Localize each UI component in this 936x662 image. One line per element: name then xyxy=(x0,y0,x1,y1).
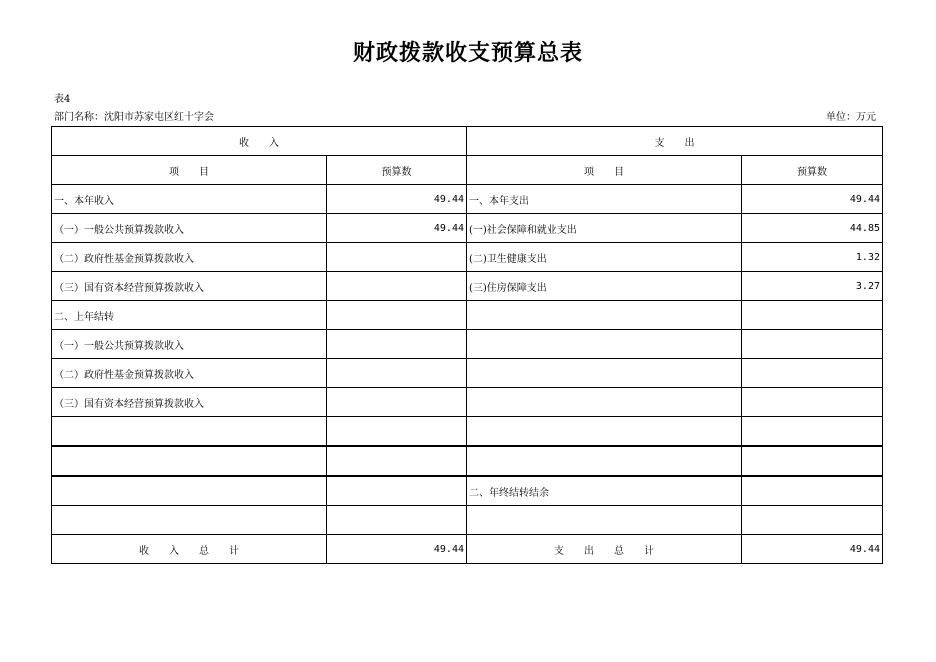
income-item: （一）一般公共预算拨款收入 xyxy=(52,330,327,359)
expense-value xyxy=(742,330,883,359)
expense-value xyxy=(742,506,883,535)
income-item: 二、上年结转 xyxy=(52,301,327,330)
expense-value xyxy=(742,417,883,447)
expense-total-label: 支 出 总 计 xyxy=(467,535,742,564)
expense-value xyxy=(742,359,883,388)
expense-header: 支 出 xyxy=(467,127,883,156)
expense-value xyxy=(742,388,883,417)
table-row xyxy=(52,476,883,506)
expense-total-value: 49.44 xyxy=(742,535,883,564)
department-name: 部门名称：沈阳市苏家屯区红十字会 xyxy=(54,112,214,123)
column-header-row xyxy=(52,156,883,185)
expense-item xyxy=(467,506,742,535)
table-row xyxy=(52,359,883,388)
income-value xyxy=(327,476,467,506)
income-header: 收 入 xyxy=(52,127,467,156)
expense-value: 3.27 xyxy=(742,272,883,301)
expense-item xyxy=(467,388,742,417)
expense-value: 49.44 xyxy=(742,185,883,214)
table-row xyxy=(52,388,883,417)
report-title: 财政拨款收支预算总表 xyxy=(352,40,583,66)
expense-item xyxy=(467,330,742,359)
income-total-value: 49.44 xyxy=(327,535,467,564)
expense-item: 二、年终结转结余 xyxy=(467,476,742,506)
budget-table xyxy=(51,126,883,564)
expense-item: 一、本年支出 xyxy=(467,185,742,214)
table-row xyxy=(52,446,883,476)
expense-item: (三)住房保障支出 xyxy=(467,272,742,301)
table-number: 表4 xyxy=(54,94,71,105)
table-row xyxy=(52,214,883,243)
income-value xyxy=(327,417,467,447)
income-value xyxy=(327,446,467,476)
table-row xyxy=(52,185,883,214)
expense-value xyxy=(742,476,883,506)
table-row xyxy=(52,417,883,447)
income-item xyxy=(52,506,327,535)
expense-value xyxy=(742,446,883,476)
table-row xyxy=(52,330,883,359)
expense-value xyxy=(742,301,883,330)
expense-item: (一)社会保障和就业支出 xyxy=(467,214,742,243)
income-item xyxy=(52,417,327,447)
income-value xyxy=(327,330,467,359)
expense-item xyxy=(467,446,742,476)
income-item xyxy=(52,446,327,476)
income-item: （二）政府性基金预算拨款收入 xyxy=(52,359,327,388)
expense-budget-header: 预算数 xyxy=(742,156,883,185)
income-item xyxy=(52,476,327,506)
expense-item-header: 项 目 xyxy=(467,156,742,185)
income-value xyxy=(327,506,467,535)
income-item: （三）国有资本经营预算拨款收入 xyxy=(52,272,327,301)
expense-item xyxy=(467,417,742,447)
expense-item: (二)卫生健康支出 xyxy=(467,243,742,272)
income-value xyxy=(327,272,467,301)
income-item: （一）一般公共预算拨款收入 xyxy=(52,214,327,243)
expense-value: 1.32 xyxy=(742,243,883,272)
income-value: 49.44 xyxy=(327,185,467,214)
income-value xyxy=(327,388,467,417)
table-row xyxy=(52,301,883,330)
income-item: （二）政府性基金预算拨款收入 xyxy=(52,243,327,272)
section-header-row xyxy=(52,127,883,156)
expense-item xyxy=(467,359,742,388)
unit-label: 单位：万元 xyxy=(826,112,876,123)
income-budget-header: 预算数 xyxy=(327,156,467,185)
income-total-label: 收 入 总 计 xyxy=(52,535,327,564)
income-item: （三）国有资本经营预算拨款收入 xyxy=(52,388,327,417)
income-value xyxy=(327,301,467,330)
table-row xyxy=(52,243,883,272)
income-item-header: 项 目 xyxy=(52,156,327,185)
income-item: 一、本年收入 xyxy=(52,185,327,214)
income-value: 49.44 xyxy=(327,214,467,243)
totals-row xyxy=(52,535,883,564)
income-value xyxy=(327,359,467,388)
expense-value: 44.85 xyxy=(742,214,883,243)
table-row xyxy=(52,272,883,301)
table-row xyxy=(52,506,883,535)
income-value xyxy=(327,243,467,272)
expense-item xyxy=(467,301,742,330)
